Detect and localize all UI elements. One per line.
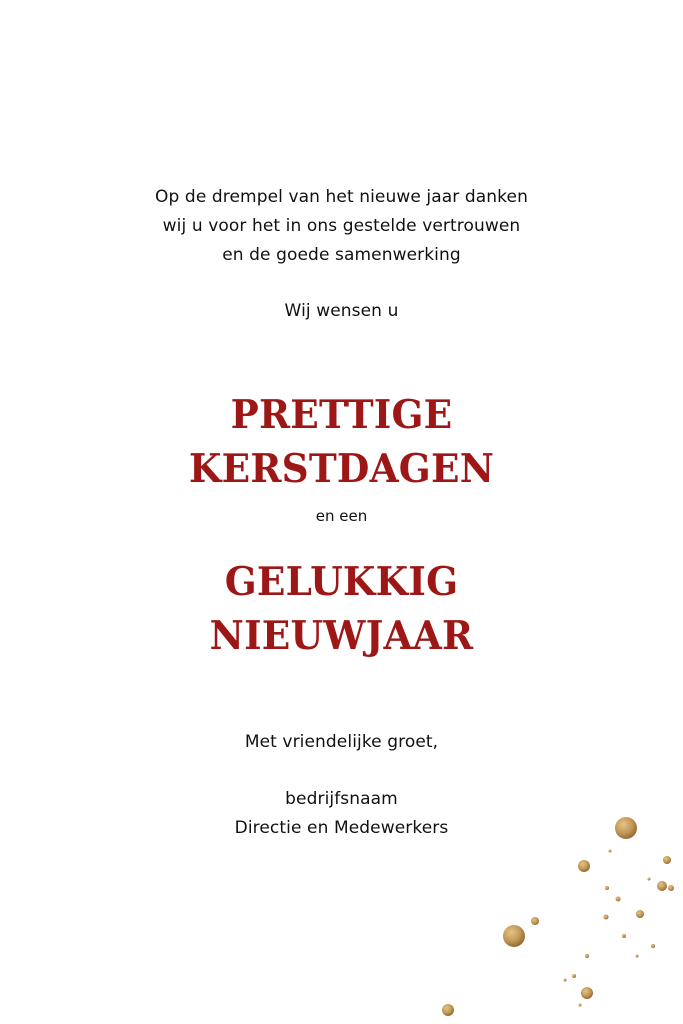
gold-dot [572,974,576,978]
gold-dot [609,850,612,853]
gold-dot [564,979,567,982]
gold-dot [648,878,651,881]
intro-line-3: en de goede samenwerking [222,245,461,265]
gold-dot [503,925,525,947]
gold-dot [622,934,626,938]
headline-new-year-line-1: GELUKKIG [224,559,459,605]
headline-christmas-line-2: KERSTDAGEN [188,446,495,492]
gold-dot [585,954,589,958]
headline-christmas-line-1: PRETTIGE [230,392,453,438]
intro-line-2: wij u voor het in ons gestelde vertrouwen [162,216,521,236]
gold-dot [636,910,644,918]
gold-dot [579,1004,582,1007]
intro-line-1: Op de drempel van het nieuwe jaar danken [155,187,528,207]
wish-text: Wij wensen u [284,301,399,321]
intro-text [0,183,683,270]
signature-block [0,785,683,843]
gold-dot [636,955,639,958]
gold-dot [668,885,674,891]
headline-new-year-line-2: NIEUWJAAR [209,613,474,659]
gold-dot [605,886,609,890]
sender-name: Directie en Medewerkers [234,818,449,838]
gold-dot [657,881,667,891]
gold-dot [604,915,609,920]
headline-christmas [14,388,670,496]
company-name: bedrijfsnaam [285,789,398,809]
gold-dot [578,860,590,872]
gold-dot [581,987,593,999]
headline-new-year [14,555,670,663]
gold-dot [442,1004,454,1016]
gold-dot [616,897,621,902]
gold-dot [651,944,655,948]
gold-dot [531,917,539,925]
joiner-text: en een [315,507,368,525]
gold-dot [663,856,671,864]
closing-text: Met vriendelijke groet, [244,732,439,752]
